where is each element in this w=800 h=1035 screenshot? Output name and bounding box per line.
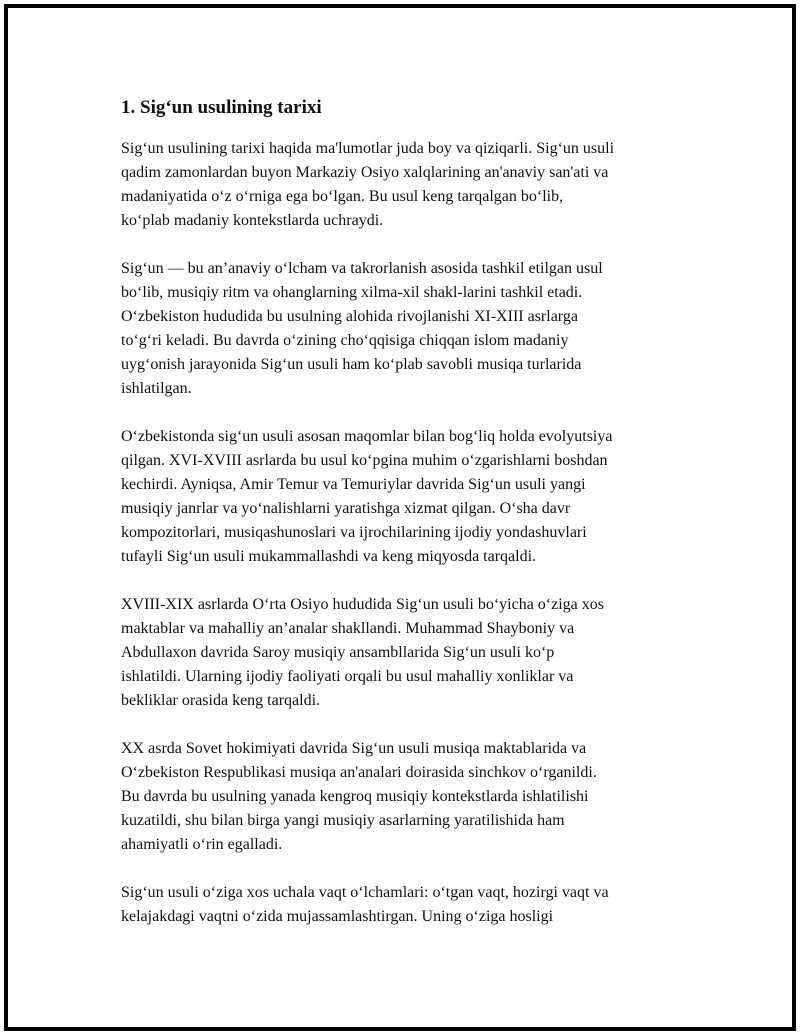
paragraph-4: XVIII-XIX asrlarda O‘rta Osiyo hududida Sig‘un usuli bo‘yicha o‘ziga xos maktablar va mahalliy an’analar shakllandi. Muhammad Shayboniy va Abdullaxon davrida Saroy musiqiy ansambllarida Sig‘un usuli ko‘p ishlatildi. Ularning ijodiy faoliyati orqali bu usul mahalliy xonliklar va bekliklar orasida keng tarqaldi. [121, 596, 604, 709]
paragraph-2: Sig‘un — bu an’anaviy o‘lcham va takrorlanish asosida tashkil etilgan usul bo‘lib, musiqiy ritm va ohanglarning xilma-xil shakl-larini tashkil etadi. O‘zbekiston hududida bu usulning alohida rivojlanishi XI-XIII asrlarga to‘g‘ri keladi. Bu davrda o‘zining cho‘qqisiga chiqqan islom madaniy uyg‘onish jarayonida Sig‘un usuli ham ko‘plab savobli musiqa turlarida ishlatilgan. [121, 260, 603, 397]
paragraph-6: Sig‘un usuli o‘ziga xos uchala vaqt o‘lchamlari: o‘tgan vaqt, hozirgi vaqt va kelajakdagi vaqtni o‘zida mujassamlashtirgan. Uning o‘ziga hosligi [121, 884, 609, 925]
paragraph-1: Sig‘un usulining tarixi haqida ma'lumotlar juda boy va qiziqarli. Sig‘un usuli qadim zamonlardan buyon Markaziy Osiyo xalqlarining an'anaviy san'ati va madaniyatida o‘z o‘rniga ega bo‘lgan. Bu usul keng tarqalgan bo‘lib, ko‘plab madaniy kontekstlarda uchraydi. [121, 140, 615, 229]
section-heading: 1. Sig‘un usulining tarixi [121, 97, 322, 118]
page-frame [4, 4, 796, 1031]
paragraph-3: O‘zbekistonda sig‘un usuli asosan maqomlar bilan bog‘liq holda evolyutsiya qilgan. XVI-XVIII asrlarda bu usul ko‘pgina muhim o‘zgarishlarni boshdan kechirdi. Ayniqsa, Amir Temur va Temuriylar davrida Sig‘un usuli yangi musiqiy janrlar va yo‘nalishlarni yaratishga xizmat qilgan. O‘sha davr kompozitorlari, musiqashunoslari va ijrochilarining ijodiy yondashuvlari tufayli Sig‘un usuli mukammallashdi va keng miqyosda tarqaldi. [121, 428, 613, 565]
paragraph-5: XX asrda Sovet hokimiyati davrida Sig‘un usuli musiqa maktablarida va O‘zbekiston Respublikasi musiqa an'analari doirasida sinchkov o‘rganildi. Bu davrda bu usulning yanada kengroq musiqiy kontekstlarda ishlatilishi kuzatildi, shu bilan birga yangi musiqiy asarlarning yaratilishida ham ahamiyatli o‘rin egalladi. [121, 740, 597, 853]
document-body [121, 96, 706, 953]
